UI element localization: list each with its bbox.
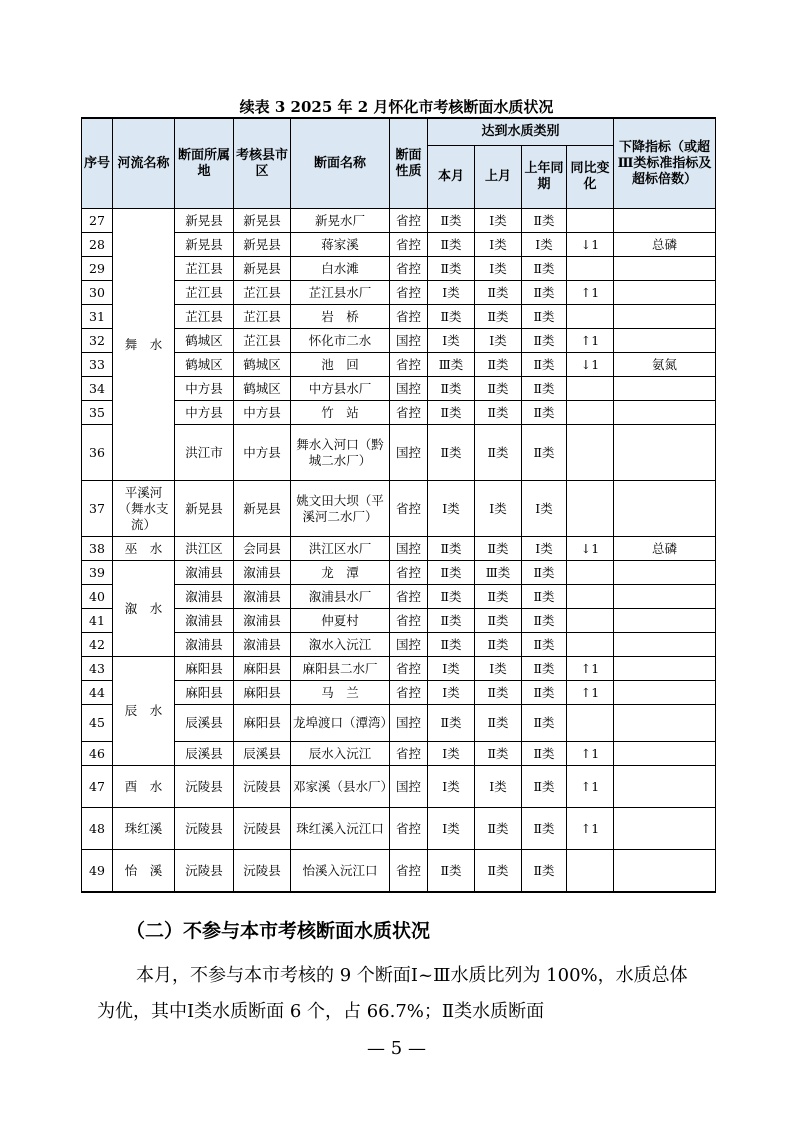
table-cell: Ⅱ类 — [428, 705, 475, 742]
table-cell: 竹 站 — [291, 401, 390, 425]
table-cell: 岩 桥 — [291, 305, 390, 329]
table-cell: 沅陵县 — [234, 808, 291, 850]
table-cell: 中方县 — [234, 425, 291, 481]
table-cell: Ⅰ类 — [428, 808, 475, 850]
table-cell: 国控 — [390, 329, 428, 353]
table-cell: 29 — [82, 257, 113, 281]
table-cell — [614, 681, 716, 705]
table-cell: 省控 — [390, 281, 428, 305]
table-cell — [614, 281, 716, 305]
table-row — [82, 850, 716, 893]
table-cell: Ⅱ类 — [522, 425, 567, 481]
table-row — [82, 742, 716, 766]
table-cell: 中方县 — [234, 401, 291, 425]
table-cell — [614, 209, 716, 233]
table-cell: 49 — [82, 850, 113, 893]
table-row — [82, 705, 716, 742]
table-row — [82, 233, 716, 257]
table-cell: Ⅱ类 — [522, 561, 567, 585]
table-row — [82, 353, 716, 377]
table-cell: Ⅱ类 — [475, 633, 522, 657]
table-cell — [567, 633, 614, 657]
table-cell: 邓家溪（县水厂） — [291, 766, 390, 808]
table-cell: Ⅰ类 — [428, 742, 475, 766]
table-cell: 新晃县 — [234, 257, 291, 281]
table-cell: Ⅰ类 — [428, 766, 475, 808]
table-cell: Ⅱ类 — [522, 377, 567, 401]
header-this-month: 本月 — [428, 146, 475, 209]
table-cell: Ⅱ类 — [522, 766, 567, 808]
table-cell: Ⅱ类 — [428, 233, 475, 257]
table-cell: ↑1 — [567, 281, 614, 305]
table-cell: 省控 — [390, 401, 428, 425]
table-cell: Ⅱ类 — [522, 657, 567, 681]
table-cell: 省控 — [390, 681, 428, 705]
body-paragraph: 本月，不参与本市考核的 9 个断面Ⅰ~Ⅲ水质比列为 100%，水质总体为优，其中Ⅰ类水质断面 6 个，占 66.7%；Ⅱ类水质断面 — [97, 965, 688, 1022]
header-seq: 序号 — [82, 118, 113, 209]
table-cell: 芷江县 — [234, 329, 291, 353]
table-cell: Ⅱ类 — [475, 808, 522, 850]
table-cell: 沅陵县 — [234, 766, 291, 808]
table-cell: Ⅰ类 — [428, 681, 475, 705]
header-yoy: 同比变化 — [567, 146, 614, 209]
table-cell: 芷江县 — [175, 257, 234, 281]
table-cell: 国控 — [390, 537, 428, 561]
table-cell: Ⅱ类 — [475, 401, 522, 425]
table-cell: 麻阳县 — [175, 657, 234, 681]
table-cell: 麻阳县 — [234, 657, 291, 681]
table-cell: 龙埠渡口（潭湾） — [291, 705, 390, 742]
table-cell: Ⅰ类 — [475, 481, 522, 537]
table-cell: ↑1 — [567, 681, 614, 705]
table-cell: Ⅱ类 — [522, 281, 567, 305]
table-cell: 42 — [82, 633, 113, 657]
table-cell: 龙 潭 — [291, 561, 390, 585]
table-cell: Ⅱ类 — [428, 377, 475, 401]
table-cell: 舞水入河口（黔城二水厂） — [291, 425, 390, 481]
table-cell: Ⅱ类 — [522, 705, 567, 742]
table-cell: 37 — [82, 481, 113, 537]
table-cell — [614, 808, 716, 850]
table-cell: Ⅰ类 — [475, 657, 522, 681]
table-cell: 洪江市 — [175, 425, 234, 481]
table-cell: Ⅱ类 — [428, 257, 475, 281]
table-cell: 沅陵县 — [175, 766, 234, 808]
table-cell: ↓1 — [567, 537, 614, 561]
table-cell: 新晃县 — [175, 481, 234, 537]
table-cell: 中方县 — [175, 377, 234, 401]
table-cell: ↓1 — [567, 233, 614, 257]
table-cell: 麻阳县 — [234, 681, 291, 705]
table-cell: Ⅱ类 — [428, 850, 475, 893]
header-last-month: 上月 — [475, 146, 522, 209]
table-cell: 溆浦县 — [175, 609, 234, 633]
table-cell: 芷江县 — [234, 305, 291, 329]
table-cell: 36 — [82, 425, 113, 481]
river-cell: 巫 水 — [113, 537, 175, 561]
table-cell — [567, 209, 614, 233]
table-cell: 姚文田大坝（平溪河二水厂） — [291, 481, 390, 537]
table-cell — [614, 633, 716, 657]
table-cell: Ⅰ类 — [522, 537, 567, 561]
table-cell: Ⅱ类 — [475, 305, 522, 329]
table-row — [82, 537, 716, 561]
table-cell: 沅陵县 — [175, 808, 234, 850]
table-cell: ↑1 — [567, 808, 614, 850]
table-cell: 沅陵县 — [175, 850, 234, 893]
table-cell — [614, 561, 716, 585]
table-cell: 溆浦县 — [234, 585, 291, 609]
river-cell: 辰 水 — [113, 657, 175, 766]
table-cell: 省控 — [390, 257, 428, 281]
table-cell: ↓1 — [567, 353, 614, 377]
table-cell: 省控 — [390, 353, 428, 377]
table-cell: Ⅱ类 — [428, 209, 475, 233]
table-cell: 国控 — [390, 766, 428, 808]
table-cell: 41 — [82, 609, 113, 633]
table-cell: Ⅰ类 — [475, 233, 522, 257]
table-row — [82, 329, 716, 353]
river-cell: 珠红溪 — [113, 808, 175, 850]
table-cell — [614, 609, 716, 633]
table-cell: Ⅰ类 — [522, 233, 567, 257]
table-cell: 蒋家溪 — [291, 233, 390, 257]
table-cell: 鹤城区 — [175, 353, 234, 377]
table-cell: Ⅰ类 — [428, 329, 475, 353]
header-decline: 下降指标（或超Ⅲ类标准指标及超标倍数） — [614, 118, 716, 209]
table-cell: Ⅰ类 — [475, 766, 522, 808]
table-cell: 省控 — [390, 850, 428, 893]
table-cell: 32 — [82, 329, 113, 353]
table-cell: 氨氮 — [614, 353, 716, 377]
table-cell: 白水滩 — [291, 257, 390, 281]
table-cell — [567, 481, 614, 537]
table-cell: 30 — [82, 281, 113, 305]
table-cell: Ⅰ类 — [428, 657, 475, 681]
table-cell: Ⅱ类 — [475, 353, 522, 377]
river-cell: 怡 溪 — [113, 850, 175, 893]
table-cell: 芷江县 — [175, 281, 234, 305]
table-cell: 芷江县 — [234, 281, 291, 305]
table-cell: 新晃水厂 — [291, 209, 390, 233]
section-heading: （二）不参与本市考核断面水质状况 — [126, 920, 431, 942]
table-cell: Ⅱ类 — [475, 585, 522, 609]
table-cell: Ⅱ类 — [428, 633, 475, 657]
table-cell: Ⅱ类 — [522, 353, 567, 377]
table-cell: 省控 — [390, 233, 428, 257]
table-cell: Ⅰ类 — [475, 329, 522, 353]
table-cell — [567, 585, 614, 609]
table-cell: 国控 — [390, 377, 428, 401]
table-cell: 国控 — [390, 425, 428, 481]
table-cell: 会同县 — [234, 537, 291, 561]
table-cell: Ⅱ类 — [475, 742, 522, 766]
table-row — [82, 585, 716, 609]
table-row — [82, 561, 716, 585]
table-cell: 省控 — [390, 609, 428, 633]
table-cell: Ⅱ类 — [475, 281, 522, 305]
table-cell — [614, 850, 716, 893]
table-cell: 43 — [82, 657, 113, 681]
table-cell: Ⅱ类 — [522, 585, 567, 609]
table-cell — [567, 305, 614, 329]
table-cell: 溆浦县水厂 — [291, 585, 390, 609]
river-cell: 酉 水 — [113, 766, 175, 808]
table-cell — [614, 742, 716, 766]
table-cell: 38 — [82, 537, 113, 561]
table-cell — [614, 425, 716, 481]
table-cell: 鹤城区 — [234, 377, 291, 401]
table-cell — [614, 705, 716, 742]
table-cell: Ⅰ类 — [428, 281, 475, 305]
table-cell: Ⅱ类 — [522, 742, 567, 766]
table-cell: 省控 — [390, 209, 428, 233]
table-row — [82, 657, 716, 681]
table-cell: Ⅲ类 — [475, 561, 522, 585]
table-cell: 辰溪县 — [175, 705, 234, 742]
table-cell — [567, 561, 614, 585]
table-cell: 45 — [82, 705, 113, 742]
table-cell: 芷江县 — [175, 305, 234, 329]
table-cell — [614, 657, 716, 681]
table-row — [82, 281, 716, 305]
table-cell: 新晃县 — [175, 209, 234, 233]
table-cell: 溆水入沅江 — [291, 633, 390, 657]
table-cell: Ⅱ类 — [428, 305, 475, 329]
table-cell: 怡溪入沅江口 — [291, 850, 390, 893]
table-cell: 仲夏村 — [291, 609, 390, 633]
table-cell: Ⅱ类 — [475, 850, 522, 893]
table-cell: 溆浦县 — [234, 609, 291, 633]
table-cell: 中方县水厂 — [291, 377, 390, 401]
table-title: 续表 3 2025 年 2 月怀化市考核断面水质状况 — [239, 98, 554, 116]
header-nature: 断面性质 — [390, 118, 428, 209]
table-cell: 怀化市二水 — [291, 329, 390, 353]
table-cell — [567, 257, 614, 281]
table-cell: Ⅱ类 — [475, 537, 522, 561]
table-cell: 省控 — [390, 808, 428, 850]
table-cell: Ⅰ类 — [475, 257, 522, 281]
table-cell — [567, 705, 614, 742]
table-row — [82, 609, 716, 633]
table-cell: ↑1 — [567, 329, 614, 353]
table-cell: 芷江县水厂 — [291, 281, 390, 305]
table-cell: 34 — [82, 377, 113, 401]
table-cell: 27 — [82, 209, 113, 233]
table-cell: Ⅱ类 — [475, 705, 522, 742]
table-cell: Ⅱ类 — [522, 633, 567, 657]
table-cell: 28 — [82, 233, 113, 257]
table-cell: Ⅱ类 — [475, 425, 522, 481]
table-cell: 中方县 — [175, 401, 234, 425]
table-cell: 鹤城区 — [175, 329, 234, 353]
table-cell: ↑1 — [567, 742, 614, 766]
table-cell: 44 — [82, 681, 113, 705]
table-cell — [614, 401, 716, 425]
table-cell: 洪江区 — [175, 537, 234, 561]
table-cell: Ⅰ类 — [475, 209, 522, 233]
header-section-name: 断面名称 — [291, 118, 390, 209]
table-cell — [614, 585, 716, 609]
table-row — [82, 377, 716, 401]
table-cell — [614, 766, 716, 808]
table-cell: 辰溪县 — [234, 742, 291, 766]
table-cell: 省控 — [390, 585, 428, 609]
table-row — [82, 681, 716, 705]
table-cell: 新晃县 — [234, 209, 291, 233]
table-cell: Ⅰ类 — [522, 481, 567, 537]
table-cell — [614, 329, 716, 353]
table-cell: 马 兰 — [291, 681, 390, 705]
table-cell: Ⅱ类 — [428, 425, 475, 481]
table-row — [82, 209, 716, 233]
table-cell: Ⅱ类 — [522, 681, 567, 705]
table-cell: 31 — [82, 305, 113, 329]
table-cell: Ⅱ类 — [522, 401, 567, 425]
table-row — [82, 401, 716, 425]
table-cell: 33 — [82, 353, 113, 377]
table-row — [82, 633, 716, 657]
table-row — [82, 481, 716, 537]
table-cell: 40 — [82, 585, 113, 609]
table-cell: 新晃县 — [234, 481, 291, 537]
table-cell: 麻阳县 — [175, 681, 234, 705]
table-cell: Ⅱ类 — [428, 561, 475, 585]
table-cell: Ⅱ类 — [522, 609, 567, 633]
table-cell: ↑1 — [567, 657, 614, 681]
table-cell — [614, 257, 716, 281]
table-cell — [614, 481, 716, 537]
table-cell: 省控 — [390, 481, 428, 537]
table-cell: 洪江区水厂 — [291, 537, 390, 561]
table-cell: 省控 — [390, 657, 428, 681]
table-cell: Ⅱ类 — [522, 850, 567, 893]
header-grade-group: 达到水质类别 — [428, 118, 614, 146]
table-cell: 沅陵县 — [234, 850, 291, 893]
table-cell: Ⅱ类 — [475, 609, 522, 633]
table-cell: 48 — [82, 808, 113, 850]
table-cell: Ⅱ类 — [428, 585, 475, 609]
table-cell: 溆浦县 — [175, 561, 234, 585]
page-number: — 5 — — [367, 1038, 426, 1059]
table-cell: 辰水入沅江 — [291, 742, 390, 766]
table-cell: 溆浦县 — [175, 585, 234, 609]
table-cell: ↑1 — [567, 766, 614, 808]
table-cell: Ⅱ类 — [522, 209, 567, 233]
water-quality-table — [81, 117, 716, 893]
table-cell: 池 回 — [291, 353, 390, 377]
table-cell — [614, 377, 716, 401]
table-cell: Ⅱ类 — [428, 401, 475, 425]
table-cell: Ⅱ类 — [522, 329, 567, 353]
table-cell: 35 — [82, 401, 113, 425]
table-cell — [567, 377, 614, 401]
table-cell: 麻阳县 — [234, 705, 291, 742]
table-cell: 溆浦县 — [234, 633, 291, 657]
table-cell: 溆浦县 — [175, 633, 234, 657]
table-cell: 溆浦县 — [234, 561, 291, 585]
table-cell: Ⅱ类 — [475, 377, 522, 401]
table-cell: Ⅰ类 — [428, 481, 475, 537]
header-last-year: 上年同期 — [522, 146, 567, 209]
river-cell: 舞 水 — [113, 209, 175, 481]
table-row — [82, 305, 716, 329]
table-cell: Ⅱ类 — [522, 808, 567, 850]
table-cell: Ⅱ类 — [428, 537, 475, 561]
table-cell: 省控 — [390, 742, 428, 766]
table-row — [82, 766, 716, 808]
header-county: 考核县市区 — [234, 118, 291, 209]
table-cell — [567, 425, 614, 481]
table-cell: Ⅱ类 — [475, 681, 522, 705]
table-cell: 珠红溪入沅江口 — [291, 808, 390, 850]
table-cell: 省控 — [390, 305, 428, 329]
table-cell — [567, 401, 614, 425]
table-cell: 国控 — [390, 705, 428, 742]
table-cell: 46 — [82, 742, 113, 766]
table-cell: 辰溪县 — [175, 742, 234, 766]
table-cell: 麻阳县二水厂 — [291, 657, 390, 681]
table-cell: 省控 — [390, 561, 428, 585]
table-cell: 鹤城区 — [234, 353, 291, 377]
table-cell: 国控 — [390, 633, 428, 657]
table-cell: 总磷 — [614, 537, 716, 561]
table-row — [82, 257, 716, 281]
table-cell: Ⅱ类 — [428, 609, 475, 633]
river-cell: 溆 水 — [113, 561, 175, 657]
table-cell: 新晃县 — [175, 233, 234, 257]
table-cell — [567, 609, 614, 633]
table-cell: Ⅱ类 — [522, 257, 567, 281]
header-river: 河流名称 — [113, 118, 175, 209]
table-cell: 总磷 — [614, 233, 716, 257]
table-cell: Ⅲ类 — [428, 353, 475, 377]
table-cell — [567, 850, 614, 893]
table-cell: 39 — [82, 561, 113, 585]
table-row — [82, 425, 716, 481]
table-cell: 新晃县 — [234, 233, 291, 257]
table-row — [82, 808, 716, 850]
table-cell — [614, 305, 716, 329]
table-cell: Ⅱ类 — [522, 305, 567, 329]
river-cell: 平溪河（舞水支流） — [113, 481, 175, 537]
table-cell: 47 — [82, 766, 113, 808]
header-locality: 断面所属地 — [175, 118, 234, 209]
